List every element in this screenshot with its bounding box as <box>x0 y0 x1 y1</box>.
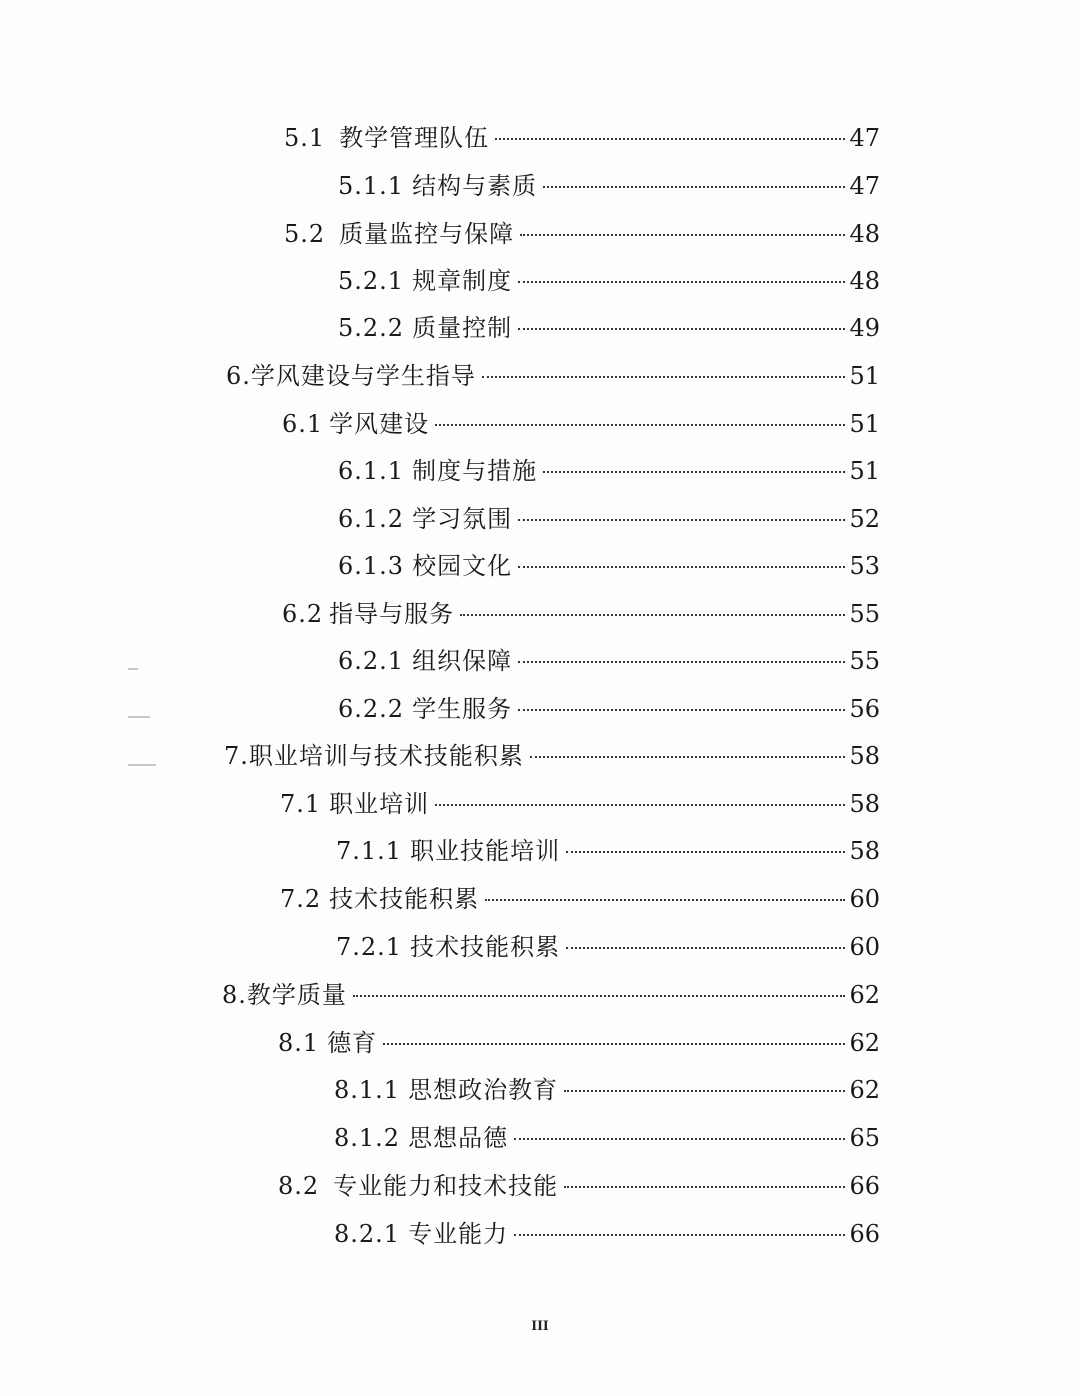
toc-entry-title: 思想品德 <box>408 1124 509 1152</box>
toc-entry <box>222 975 880 1015</box>
toc-entry <box>334 1070 880 1110</box>
toc-entry-number: 5.2.2 <box>338 314 405 342</box>
toc-entry-number: 8. <box>222 981 247 1009</box>
toc-entry <box>338 641 880 681</box>
toc-entry-number: 5.2.1 <box>338 267 405 295</box>
toc-entry-number: 8.1.2 <box>334 1124 401 1152</box>
toc-entry-page: 51 <box>849 457 880 485</box>
dot-leader <box>543 186 845 188</box>
toc-entry <box>338 499 880 539</box>
toc-entry-page: 51 <box>849 362 880 390</box>
toc-entry-number: 6. <box>226 362 251 390</box>
toc-entry-title: 职业培训与技术技能积累 <box>248 742 524 770</box>
toc-entry-number: 8.2 <box>278 1172 320 1200</box>
toc-entry-number: 6.1.3 <box>338 552 405 580</box>
toc-entry-title: 校园文化 <box>412 552 513 580</box>
toc-entry-title: 学习氛围 <box>412 505 513 533</box>
toc-entry-page: 65 <box>849 1124 880 1152</box>
toc-entry-page: 62 <box>849 981 880 1009</box>
dot-leader <box>543 471 845 473</box>
toc-entry-title: 规章制度 <box>412 267 513 295</box>
dot-leader <box>518 709 845 711</box>
dot-leader <box>383 1043 845 1045</box>
dot-leader <box>564 1090 845 1092</box>
toc-entry <box>282 594 880 634</box>
toc-entry-number: 8.1 <box>278 1029 320 1057</box>
toc-entry-number: 5.1.1 <box>338 172 405 200</box>
scan-mark <box>128 764 156 766</box>
dot-leader <box>514 1234 845 1236</box>
dot-leader <box>566 851 845 853</box>
scan-mark <box>128 716 150 718</box>
toc-entry-page: 55 <box>849 600 880 628</box>
toc-entry-number: 6.2 <box>282 600 324 628</box>
toc-entry-title: 技术技能积累 <box>329 885 480 913</box>
toc-entry-number: 7.1.1 <box>336 837 403 865</box>
toc-entry-number: 8.2.1 <box>334 1220 401 1248</box>
toc-entry-page: 66 <box>849 1220 880 1248</box>
dot-leader <box>460 614 845 616</box>
toc-entry <box>280 879 880 919</box>
toc-entry-number: 6.1 <box>282 410 324 438</box>
toc-entry-page: 62 <box>849 1076 880 1104</box>
toc-entry-number: 6.1.2 <box>338 505 405 533</box>
dot-leader <box>564 1186 845 1188</box>
toc-entry-title: 质量监控与保障 <box>339 220 515 248</box>
dot-leader <box>518 566 845 568</box>
toc-entry-title: 职业技能培训 <box>410 837 561 865</box>
toc-entry-page: 60 <box>849 885 880 913</box>
toc-entry <box>338 308 880 348</box>
dot-leader <box>518 281 845 283</box>
toc-entry-page: 52 <box>849 505 880 533</box>
toc-entry-page: 49 <box>849 314 880 342</box>
toc-entry <box>278 1023 880 1063</box>
toc-entry <box>338 166 880 206</box>
toc-entry-page: 58 <box>849 742 880 770</box>
toc-entry-page: 55 <box>849 647 880 675</box>
toc-entry <box>278 1166 880 1206</box>
toc-entry-number: 8.1.1 <box>334 1076 401 1104</box>
toc-entry <box>334 1214 880 1254</box>
dot-leader <box>530 756 846 758</box>
toc-entry <box>336 927 880 967</box>
dot-leader <box>435 804 845 806</box>
toc-entry-page: 58 <box>849 837 880 865</box>
page-number: III <box>531 1318 549 1334</box>
toc-entry-title: 思想政治教育 <box>408 1076 559 1104</box>
toc-entry-page: 48 <box>849 220 880 248</box>
toc-entry-number: 5.2 <box>284 220 326 248</box>
toc-entry <box>284 118 880 158</box>
dot-leader <box>435 424 845 426</box>
toc-entry <box>334 1118 880 1158</box>
toc-entry-number: 6.1.1 <box>338 457 405 485</box>
toc-entry-number: 7. <box>224 742 249 770</box>
toc-entry <box>224 736 880 776</box>
toc-entry-page: 56 <box>849 695 880 723</box>
toc-entry <box>282 404 880 444</box>
toc-entry-title: 结构与素质 <box>412 172 538 200</box>
toc-entry-page: 48 <box>849 267 880 295</box>
toc-entry-number: 5.1 <box>284 124 326 152</box>
toc-entry-title: 职业培训 <box>329 790 430 818</box>
toc-entry-page: 60 <box>849 933 880 961</box>
dot-leader <box>520 234 845 236</box>
toc-entry-title: 专业能力和技术技能 <box>333 1172 559 1200</box>
dot-leader <box>518 328 845 330</box>
toc-entry-number: 6.2.1 <box>338 647 405 675</box>
toc-entry-page: 58 <box>849 790 880 818</box>
toc-entry <box>284 214 880 254</box>
toc-entry <box>338 261 880 301</box>
dot-leader <box>482 376 846 378</box>
toc-entry-number: 7.2.1 <box>336 933 403 961</box>
dot-leader <box>518 661 845 663</box>
toc-entry <box>338 546 880 586</box>
toc-entry-title: 教学质量 <box>246 981 347 1009</box>
toc-entry-page: 51 <box>849 410 880 438</box>
toc-entry <box>226 356 880 396</box>
scan-mark <box>128 668 138 670</box>
toc-entry-title: 学风建设与学生指导 <box>250 362 476 390</box>
dot-leader <box>495 138 845 140</box>
toc-entry-title: 专业能力 <box>408 1220 509 1248</box>
toc-entry-page: 66 <box>849 1172 880 1200</box>
toc-entry-page: 47 <box>849 124 880 152</box>
toc-entry-title: 学生服务 <box>412 695 513 723</box>
dot-leader <box>566 947 845 949</box>
toc-entry-title: 技术技能积累 <box>410 933 561 961</box>
toc-entry-number: 7.1 <box>280 790 322 818</box>
dot-leader <box>514 1138 845 1140</box>
toc-entry <box>336 831 880 871</box>
toc-entry-title: 组织保障 <box>412 647 513 675</box>
toc-entry-title: 制度与措施 <box>412 457 538 485</box>
toc-entry <box>280 784 880 824</box>
toc-entry-page: 53 <box>849 552 880 580</box>
toc-entry <box>338 689 880 729</box>
toc-entry-title: 教学管理队伍 <box>339 124 490 152</box>
toc-entry-title: 质量控制 <box>412 314 513 342</box>
toc-entry-title: 指导与服务 <box>329 600 455 628</box>
toc-entry-title: 德育 <box>327 1029 378 1057</box>
toc-entry-title: 学风建设 <box>329 410 430 438</box>
toc-entry-page: 47 <box>849 172 880 200</box>
dot-leader <box>518 519 845 521</box>
toc-entry <box>338 451 880 491</box>
toc-entry-number: 6.2.2 <box>338 695 405 723</box>
toc-entry-page: 62 <box>849 1029 880 1057</box>
toc-entry-number: 7.2 <box>280 885 322 913</box>
dot-leader <box>485 899 845 901</box>
dot-leader <box>353 995 846 997</box>
